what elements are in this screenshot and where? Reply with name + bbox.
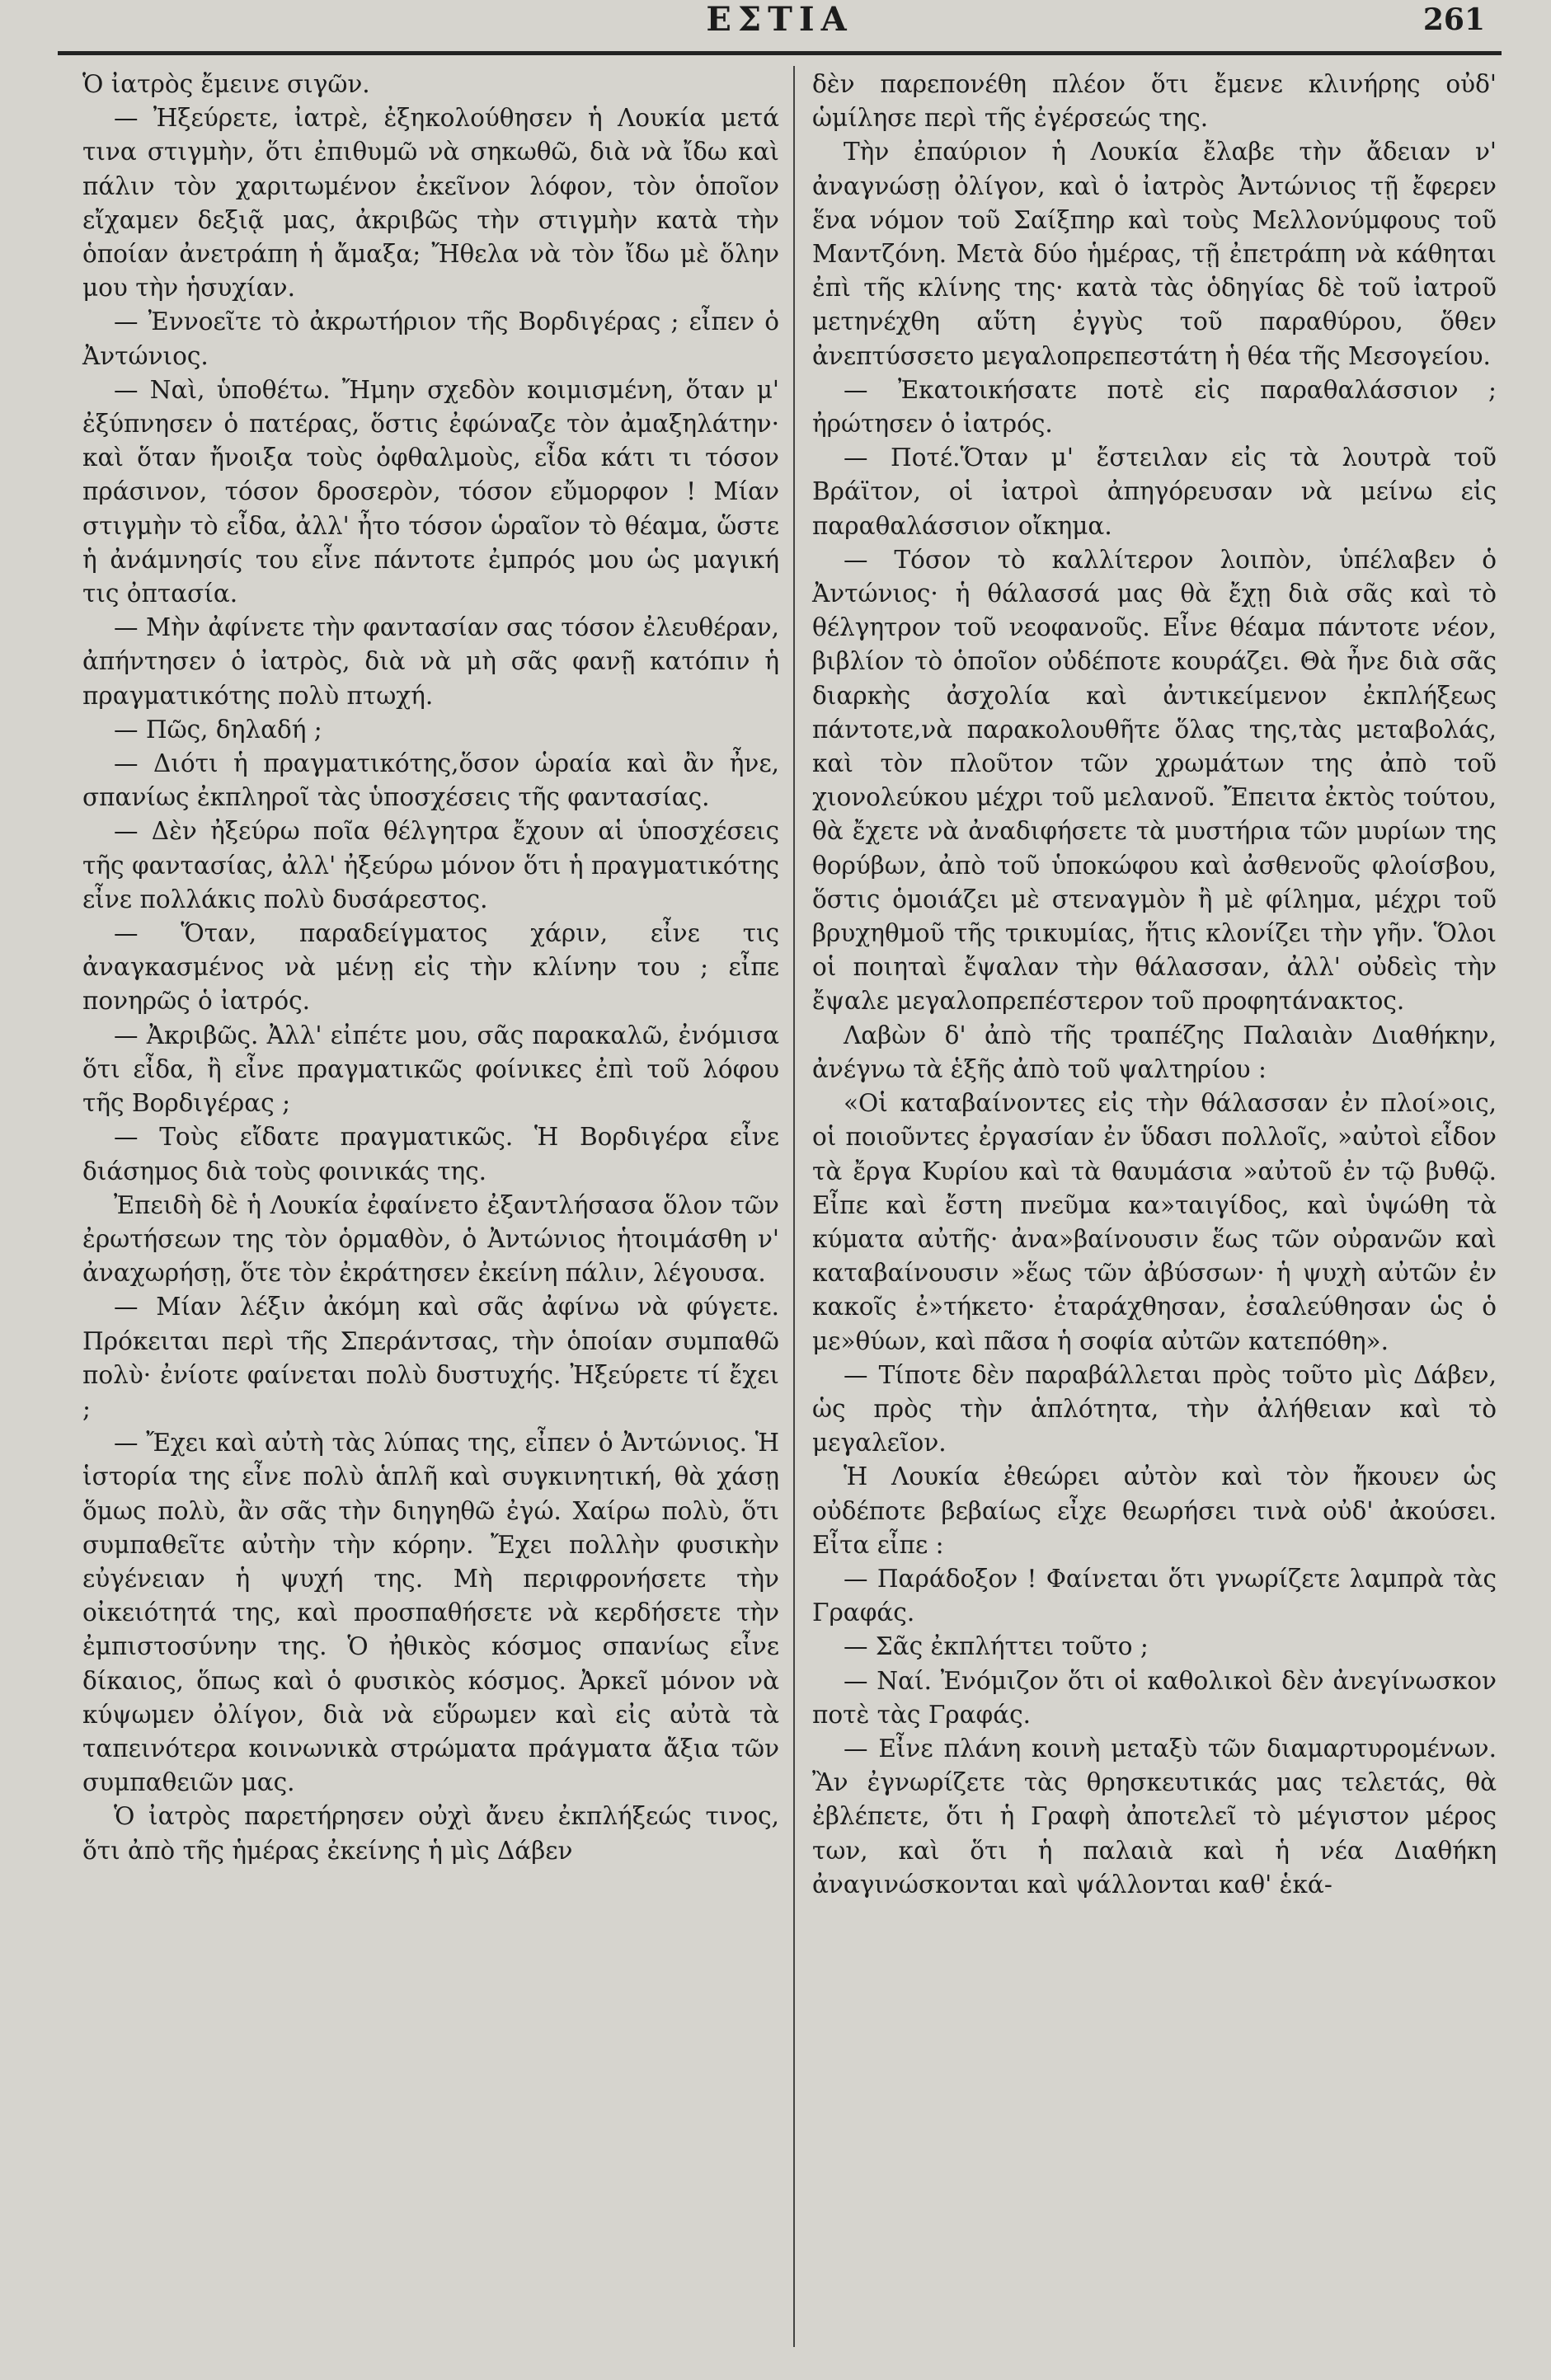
paragraph: — Ναὶ, ὑποθέτω. Ἤμην σχεδὸν κοιμισμένη, ὅταν μ' ἐξύπνησεν ὁ πατέρας, ὅστις ἐφώναζε τὸν ἀμαξηλάτην· καὶ ὅταν ἤνοιξα τοὺς ὀφθαλμοὺς, εἶδα κάτι τι τόσον πράσινον, τόσον δροσερὸν, τόσον εὔμορφον ! Μίαν στιγμὴν τὸ εἶδα, ἀλλ' ἦτο τόσον ὡραῖον τὸ θέαμα, ὥστε ἡ ἀνάμνησίς του εἶνε πάντοτε ἐμπρός μου ὡς μαγική τις ὀπτασία.	[82, 375, 779, 608]
paragraph: — Ὅταν, παραδείγματος χάριν, εἶνε τις ἀναγκασμένος νὰ μένῃ εἰς τὴν κλίνην του ; εἶπε πονηρῶς ὁ ἰατρός.	[82, 919, 779, 1016]
paragraph: — Ἠξεύρετε, ἰατρὲ, ἐξηκολούθησεν ἡ Λουκία μετά τινα στιγμὴν, ὅτι ἐπιθυμῶ νὰ σηκωθῶ, διὰ νὰ ἴδω καὶ πάλιν τὸν χαριτωμένον ἐκεῖνον λόφον, τὸν ὁποῖον εἴχαμεν δεξιᾷ μας, ἀκριβῶς τὴν στιγμὴν κατὰ τὴν ὁποίαν ἀνετράπη ἡ ἄμαξα; Ἤθελα νὰ τὸν ἴδω μὲ ὅλην μου τὴν ἡσυχίαν.	[82, 104, 779, 303]
paragraph: Ἡ Λουκία ἐθεώρει αὐτὸν καὶ τὸν ἤκουεν ὡς οὐδέποτε βεβαίως εἶχε θεωρήσει τινὰ οὐδ' ἀκούσει. Εἶτα εἶπε :	[812, 1462, 1497, 1559]
paragraph: «Οἱ καταβαίνοντες εἰς τὴν θάλασσαν ἐν πλοί»οις, οἱ ποιοῦντες ἐργασίαν ἐν ὕδασι πολλοῖς, »αὐτοὶ εἶδον τὰ ἔργα Κυρίου καὶ τὰ θαυμάσια »αὐτοῦ ἐν τῷ βυθῷ. Εἶπε καὶ ἔστη πνεῦμα κα»ταιγίδος, καὶ ὑψώθη τὰ κύματα αὐτῆς· ἀνα»βαίνουσιν ἕως τῶν οὐρανῶν καὶ καταβαίνουσιν »ἕως τῶν ἀβύσσων· ἡ ψυχὴ αὐτῶν ἐν κακοῖς ἐ»τήκετο· ἐταράχθησαν, ἐσαλεύθησαν ὡς ὁ με»θύων, καὶ πᾶσα ἡ σοφία αὐτῶν κατεπόθη».	[812, 1089, 1497, 1355]
page-number: 261	[1422, 2, 1485, 37]
paragraph: — Διότι ἡ πραγματικότης,ὅσον ὡραία καὶ ἂν ἦνε, σπανίως ἐκπληροῖ τὰς ὑποσχέσεις τῆς φαντασίας.	[82, 749, 779, 812]
paragraph: — Σᾶς ἐκπλήττει τοῦτο ;	[844, 1632, 1149, 1661]
paragraph: — Πῶς, δηλαδή ;	[114, 715, 322, 744]
paragraph: Ἐπειδὴ δὲ ἡ Λουκία ἐφαίνετο ἐξαντλήσασα ὅλον τῶν ἐρωτήσεων της τὸν ὁρμαθὸν, ὁ Ἀντώνιος ἡτοιμάσθη ν' ἀναχωρήσῃ, ὅτε τὸν ἐκράτησεν ἐκείνη πάλιν, λέγουσα.	[82, 1190, 779, 1288]
paragraph: Ὁ ἰατρὸς παρετήρησεν οὐχὶ ἄνευ ἐκπλήξεώς τινος, ὅτι ἀπὸ τῆς ἡμέρας ἐκείνης ἡ μὶς Δάβεν	[82, 1802, 779, 1865]
paragraph: — Μὴν ἀφίνετε τὴν φαντασίαν σας τόσον ἐλευθέραν, ἀπήντησεν ὁ ἰατρὸς, διὰ νὰ μὴ σᾶς φανῇ κατόπιν ἡ πραγματικότης πολὺ πτωχή.	[82, 613, 779, 710]
paragraph: — Παράδοξον ! Φαίνεται ὅτι γνωρίζετε λαμπρὰ τὰς Γραφάς.	[812, 1564, 1497, 1627]
paragraph: — Ἐκατοικήσατε ποτὲ εἰς παραθαλάσσιον ; ἠρώτησεν ὁ ἰατρός.	[812, 375, 1497, 439]
paragraph: Λαβὼν δ' ἀπὸ τῆς τραπέζης Παλαιὰν Διαθήκην, ἀνέγνω τὰ ἑξῆς ἀπὸ τοῦ ψαλτηρίου :	[812, 1021, 1497, 1083]
paragraph: — Ποτέ.Ὅταν μ' ἔστειλαν εἰς τὰ λουτρὰ τοῦ Βράϊτον, οἱ ἰατροὶ ἀπηγόρευσαν νὰ μείνω εἰς παραθαλάσσιον οἴκημα.	[812, 444, 1497, 540]
paragraph: — Μίαν λέξιν ἀκόμη καὶ σᾶς ἀφίνω νὰ φύγετε. Πρόκειται περὶ τῆς Σπεράντσας, τὴν ὁποίαν συμπαθῶ πολὺ· ἐνίοτε φαίνεται πολὺ δυστυχής. Ἠξεύρετε τί ἔχει ;	[82, 1293, 779, 1423]
paragraph: Ὁ ἰατρὸς ἔμεινε σιγῶν.	[82, 70, 370, 98]
paragraph: — Δὲν ἠξεύρω ποῖα θέλγητρα ἔχουν αἱ ὑποσχέσεις τῆς φαντασίας, ἀλλ' ἠξεύρω μόνον ὅτι ἡ πραγματικότης εἶνε πολλάκις πολὺ δυσάρεστος.	[82, 817, 779, 913]
paragraph: — Τίποτε δὲν παραβάλλεται πρὸς τοῦτο μὶς Δάβεν, ὡς πρὸς τὴν ἁπλότητα, τὴν ἀλήθειαν καὶ τὸ μεγαλεῖον.	[812, 1360, 1497, 1458]
paragraph: — Ἔχει καὶ αὐτὴ τὰς λύπας της, εἶπεν ὁ Ἀντώνιος. Ἡ ἱστορία της εἶνε πολὺ ἁπλῆ καὶ συγκινητική, θὰ χάσῃ ὅμως πολὺ, ἂν σᾶς τὴν διηγηθῶ ἐγώ. Χαίρω πολὺ, ὅτι συμπαθεῖτε αὐτὴν τὴν κόρην. Ἔχει πολλὴν φυσικὴν εὐγένειαν ἡ ψυχή της. Μὴ περιφρονήσετε τὴν οἰκειότητά της, καὶ προσπαθήσετε νὰ κερδήσετε τὴν ἐμπιστοσύνην της. Ὁ ἠθικὸς κόσμος σπανίως εἶνε δίκαιος, ὅπως καὶ ὁ φυσικὸς κόσμος. Ἀρκεῖ μόνον νὰ κύψωμεν ὀλίγον, διὰ νὰ εὕρωμεν καὶ εἰς αὐτὰ τὰ ταπεινότερα κοινωνικὰ στρώματα πράγματα ἄξια τῶν συμπαθειῶν μας.	[82, 1429, 779, 1797]
paragraph: Τὴν ἐπαύριον ἡ Λουκία ἔλαβε τὴν ἄδειαν ν' ἀναγνώσῃ ὀλίγον, καὶ ὁ ἰατρὸς Ἀντώνιος τῇ ἔφερεν ἕνα νόμον τοῦ Σαίξπηρ καὶ τοὺς Μελλονύμφους τοῦ Μαντζόνη. Μετὰ δύο ἡμέρας, τῇ ἐπετράπη νὰ κάθηται ἐπὶ τῆς κλίνης της· κατὰ τὰς ὁδηγίας δὲ τοῦ ἰατροῦ μετηνέχθη αὕτη ἐγγὺς τοῦ παραθύρου, ὅθεν ἀνεπτύσσετο μεγαλοπρεπεστάτη ἡ θέα τῆς Μεσογείου.	[812, 138, 1497, 370]
page-header	[58, 0, 1502, 48]
paragraph: — Ναί. Ἐνόμιζον ὅτι οἱ καθολικοὶ δὲν ἀνεγίνωσκον ποτὲ τὰς Γραφάς.	[812, 1666, 1497, 1729]
right-column	[812, 68, 1497, 1902]
left-column	[82, 68, 779, 1868]
header-rule	[58, 51, 1502, 55]
paragraph: — Τόσον τὸ καλλίτερον λοιπὸν, ὑπέλαβεν ὁ Ἀντώνιος· ἡ θάλασσά μας θὰ ἔχῃ διὰ σᾶς καὶ τὸ θέλγητρον τοῦ νεοφανοῦς. Εἶνε θέαμα πάντοτε νέον, βιβλίον τὸ ὁποῖον οὐδέποτε κουράζει. Θὰ ἦνε διὰ σᾶς διαρκὴς ἀσχολία καὶ ἀντικείμενον ἐκπλήξεως πάντοτε,νὰ παρακολουθῆτε ὅλας της,τὰς μεταβολάς, καὶ τὸν πλοῦτον τῶν χρωμάτων της ἀπὸ τοῦ χιονολεύκου μέχρι τοῦ μελανοῦ. Ἔπειτα ἐκτὸς τούτου, θὰ ἔχετε νὰ ἀναδιφήσετε τὰ μυστήρια τῶν μυρίων της θορύβων, ἀπὸ τοῦ ὑποκώφου καὶ ἀσθενοῦς φλοίσβου, ὅστις ὁμοιάζει μὲ στεναγμὸν ἢ μὲ φίλημα, μέχρι τοῦ βρυχηθμοῦ τῆς τρικυμίας, ἥτις κλονίζει τὴν γῆν. Ὅλοι οἱ ποιηταὶ ἔψαλαν τὴν θάλασσαν, ἀλλ' οὐδεὶς τὴν ἔψαλε μεγαλοπρεπέστερον τοῦ προφητάνακτος.	[812, 545, 1497, 1016]
paragraph: — Ἀκριβῶς. Ἀλλ' εἰπέτε μου, σᾶς παρακαλῶ, ἐνόμισα ὅτι εἶδα, ἢ εἶνε πραγματικῶς φοίνικες ἐπὶ τοῦ λόφου τῆς Βορδιγέρας ;	[82, 1021, 779, 1118]
paragraph: — Ἐννοεῖτε τὸ ἀκρωτήριον τῆς Βορδιγέρας ; εἶπεν ὁ Ἀντώνιος.	[82, 307, 779, 370]
paragraph: — Τοὺς εἴδατε πραγματικῶς. Ἡ Βορδιγέρα εἶνε διάσημος διὰ τοὺς φοινικάς της.	[82, 1123, 779, 1185]
paragraph: δὲν παρεπονέθη πλέον ὅτι ἔμενε κλινήρης οὐδ' ὡμίλησε περὶ τῆς ἐγέρσεώς της.	[812, 70, 1497, 133]
journal-title: ΕΣΤΙΑ	[706, 0, 853, 39]
column-divider	[793, 66, 795, 2347]
paragraph: — Εἶνε πλάνη κοινὴ μεταξὺ τῶν διαμαρτυρομένων. Ἂν ἐγνωρίζετε τὰς θρησκευτικάς μας τελετάς, θὰ ἐβλέπετε, ὅτι ἡ Γραφὴ ἀποτελεῖ τὸ μέγιστον μέρος των, καὶ ὅτι ἡ παλαιὰ καὶ ἡ νέα Διαθήκη ἀναγινώσκονται καὶ ψάλλονται καθ' ἑκά-	[812, 1734, 1497, 1899]
